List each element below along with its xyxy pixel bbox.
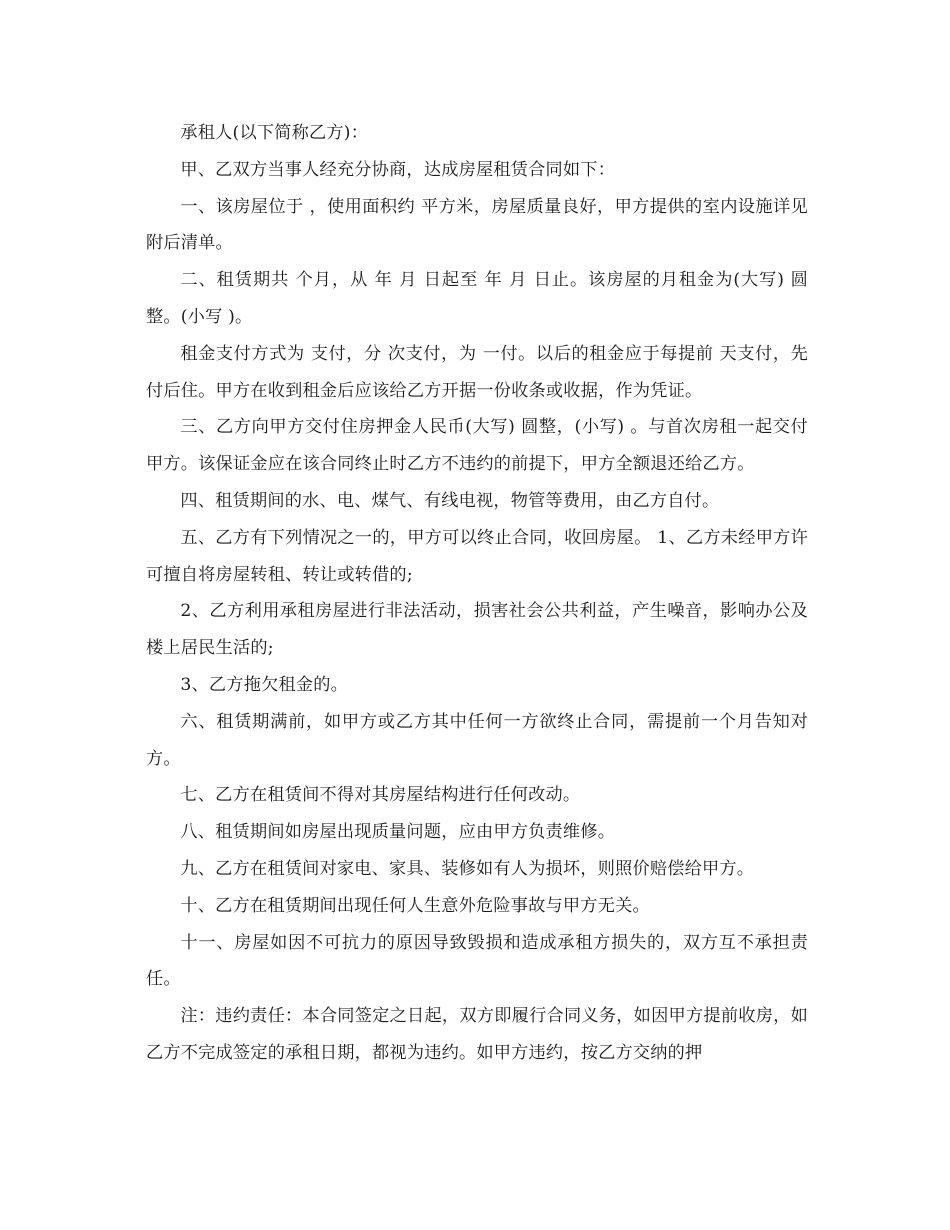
paragraph-clause-5: 五、乙方有下列情况之一的，甲方可以终止合同，收回房屋。 1、乙方未经甲方许可擅自将房屋转租、转让或转借的; bbox=[146, 527, 808, 585]
paragraph-intro: 甲、乙双方当事人经充分协商，达成房屋租赁合同如下： bbox=[180, 159, 616, 180]
paragraph-clause-1: 一、该房屋位于 ，使用面积约 平方米，房屋质量良好，甲方提供的室内设施详见附后清单。 bbox=[146, 196, 808, 254]
paragraph-clause-9: 九、乙方在租赁间对家电、家具、装修如有人为损坏，则照价赔偿给甲方。 bbox=[180, 858, 755, 879]
paragraph-clause-11: 十一、房屋如因不可抗力的原因导致毁损和造成承租方损失的，双方互不承担责任。 bbox=[146, 932, 808, 990]
paragraph-clause-4: 四、租赁期间的水、电、煤气、有线电视，物管等费用，由乙方自付。 bbox=[180, 490, 720, 511]
paragraph-clause-5-item-2: 2、乙方利用承租房屋进行非法活动，损害社会公共利益，产生噪音，影响办公及楼上居民生活的; bbox=[146, 601, 808, 659]
paragraph-note-breach: 注：违约责任：本合同签定之日起，双方即履行合同义务，如因甲方提前收房，如乙方不完成签定的承租日期，都视为违约。如甲方违约，按乙方交纳的押 bbox=[146, 1006, 808, 1063]
paragraph-payment-method: 租金支付方式为 支付，分 次支付，为 一付。以后的租金应于每提前 天支付，先付后住。甲方在收到租金后应该给乙方开据一份收条或收据，作为凭证。 bbox=[146, 343, 808, 401]
paragraph-clause-7: 七、乙方在租赁间不得对其房屋结构进行任何改动。 bbox=[180, 785, 581, 806]
paragraph-clause-5-item-3: 3、乙方拖欠租金的。 bbox=[180, 674, 349, 695]
paragraph-clause-6: 六、租赁期满前，如甲方或乙方其中任何一方欲终止合同，需提前一个月告知对方。 bbox=[146, 711, 808, 769]
paragraph-tenant-line: 承租人(以下简称乙方)： bbox=[180, 123, 369, 143]
paragraph-clause-3: 三、乙方向甲方交付住房押金人民币(大写) 圆整，(小写) 。与首次房租一起交付甲方。该保证金应在该合同终止时乙方不违约的前提下，甲方全额退还给乙方。 bbox=[146, 417, 808, 475]
paragraph-clause-2: 二、租赁期共 个月，从 年 月 日起至 年 月 日止。该房屋的月租金为(大写) 圆整。(小写 )。 bbox=[146, 270, 808, 327]
paragraph-clause-10: 十、乙方在租赁期间出现任何人生意外危险事故与甲方无关。 bbox=[180, 895, 650, 916]
paragraph-clause-8: 八、租赁期间如房屋出现质量问题，应由甲方负责维修。 bbox=[180, 822, 616, 843]
